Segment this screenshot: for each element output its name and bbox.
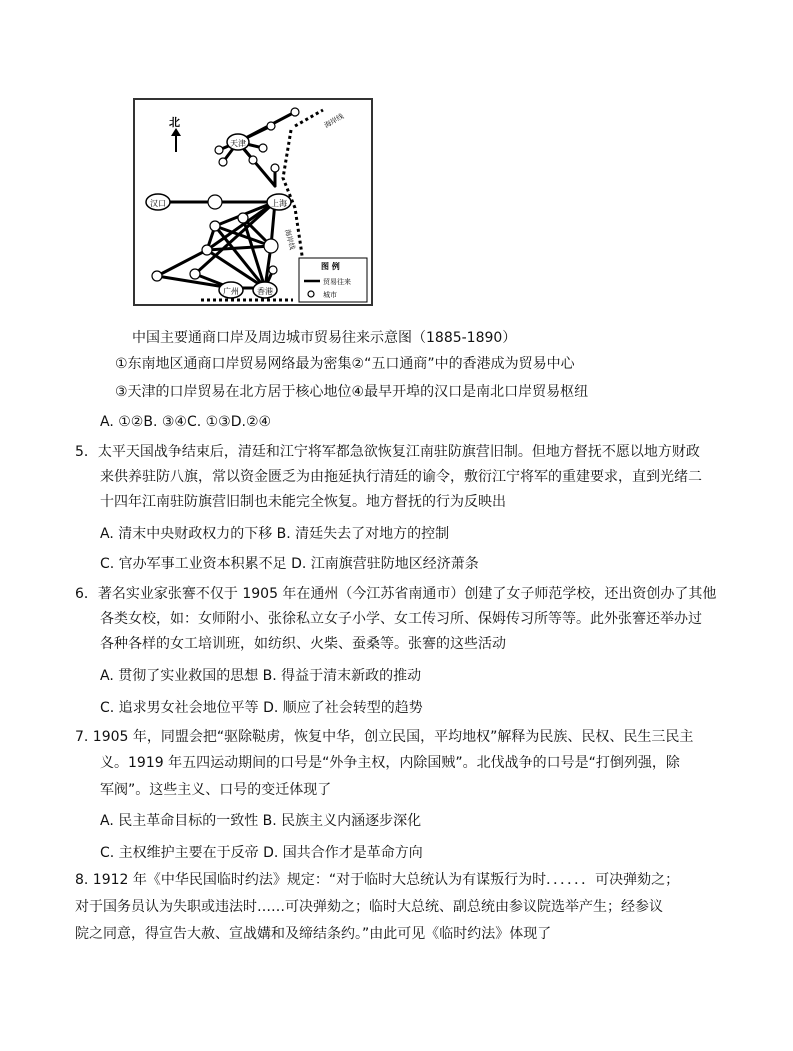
- q8-stem-line-3: 院之同意，得宣告大赦、宣战媾和及缔结条约。”由此可见《临时约法》体现了: [75, 926, 552, 942]
- q7-options-ab: A. 民主革命目标的一致性 B. 民族主义内涵逐步深化: [100, 813, 422, 829]
- trade-map-figure: [133, 98, 373, 306]
- coastline-label-top: 海岸线: [323, 112, 346, 130]
- svg-text:上海: 上海: [271, 199, 287, 208]
- q4-options: A. ①②B. ③④C. ①③D.②④: [100, 414, 272, 430]
- city-hongkong: [253, 282, 277, 298]
- city-guangzhou: [219, 282, 243, 298]
- q5-options-cd: C. 官办军事工业资本积累不足 D. 江南旗营驻防地区经济萧条: [100, 556, 479, 572]
- q6-options-ab: A. 贯彻了实业救国的思想 B. 得益于清末新政的推动: [100, 668, 422, 684]
- city-tianjin: [227, 134, 249, 150]
- map-legend: [299, 258, 367, 302]
- city-hankou: [146, 194, 170, 210]
- map-caption: 中国主要通商口岸及周边城市贸易往来示意图（1885-1890）: [132, 330, 517, 346]
- q5-stem-line-3: 十四年江南驻防旗营旧制也未能完全恢复。地方督抚的行为反映出: [100, 494, 506, 510]
- q6-stem-line-1: 6．著名实业家张謇不仅于 1905 年在通州（今江苏省南通市）创建了女子师范学校，还出资创办了其他: [75, 586, 717, 602]
- legend-title: 图 例: [321, 262, 340, 271]
- q8-stem-line-2: 对于国务员认为失职或违法时……可决弹劾之；临时大总统、副总统由参议院选举产生；经参议: [75, 899, 663, 915]
- svg-text:香港: 香港: [257, 287, 273, 296]
- coastline-label-bottom: 海岸线: [283, 228, 297, 251]
- north-label: 北: [169, 116, 180, 129]
- legend-trade-label: 贸易往来: [323, 278, 351, 286]
- q6-stem-line-3: 各种各样的女工培训班，如纺织、火柴、蚕桑等。张謇的这些活动: [100, 636, 506, 652]
- q8-stem-line-1: 8. 1912 年《中华民国临时约法》规定：“对于临时大总统认为有谋叛行为时．．．．．．可决弹劾之；: [75, 872, 680, 888]
- q5-options-ab: A. 清末中央财政权力的下移 B. 清廷失去了对地方的控制: [100, 526, 450, 542]
- svg-text:广州: 广州: [223, 287, 239, 296]
- q5-stem-line-2: 来供养驻防八旗，常以资金匮乏为由拖延执行清廷的谕令，敷衍江宁将军的重建要求，直到光绪二: [100, 469, 702, 485]
- q7-options-cd: C. 主权维护主要在于反帝 D. 国共合作才是革命方向: [100, 845, 423, 861]
- q7-stem-line-3: 军阀”。这些主义、口号的变迁体现了: [100, 782, 332, 798]
- q4-statement-1: ①东南地区通商口岸贸易网络最为密集②“五口通商”中的香港成为贸易中心: [115, 356, 575, 372]
- q6-options-cd: C. 追求男女社会地位平等 D. 顺应了社会转型的趋势: [100, 700, 423, 716]
- q4-statement-2: ③天津的口岸贸易在北方居于核心地位④最早开埠的汉口是南北口岸贸易枢纽: [115, 384, 589, 400]
- q7-stem-line-2: 义。1919 年五四运动期间的口号是“外争主权，内除国贼”。北伐战争的口号是“打倒列强，除: [100, 755, 680, 771]
- q6-stem-line-2: 各类女校，如：女师附小、张徐私立女子小学、女工传习所、保姆传习所等等。此外张謇还举办过: [100, 611, 702, 627]
- legend-city-label: 城市: [323, 291, 337, 299]
- q5-stem-line-1: 5．太平天国战争结束后，清廷和江宁将军都急欲恢复江南驻防旗营旧制。但地方督抚不愿以地方财政: [75, 444, 700, 460]
- city-shanghai: [267, 194, 291, 210]
- svg-text:汉口: 汉口: [150, 199, 166, 208]
- q7-stem-line-1: 7. 1905 年，同盟会把“驱除鞑虏，恢复中华，创立民国，平均地权”解释为民族、民权、民生三民主: [75, 729, 694, 745]
- city-circle-icon: [308, 291, 314, 297]
- svg-text:天津: 天津: [230, 139, 246, 148]
